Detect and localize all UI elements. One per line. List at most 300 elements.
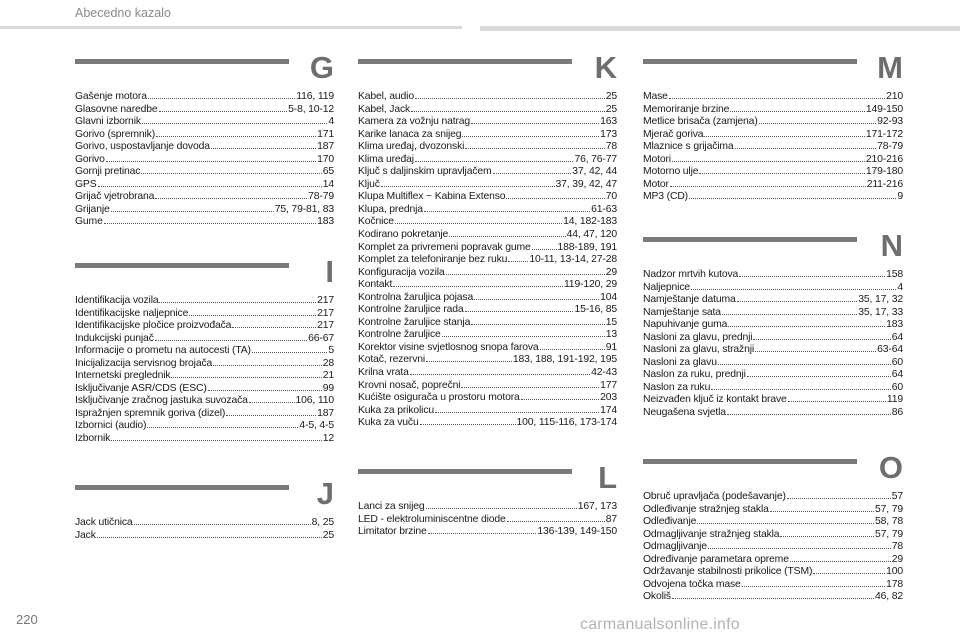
entry-label: Određivanje parametara opreme (643, 553, 789, 565)
entry-label: Nasloni za glavu (643, 356, 717, 368)
entry-label: Kočnice (358, 216, 394, 228)
index-entry (75, 407, 334, 420)
index-section-o (643, 450, 903, 603)
entry-pages: 211-216 (866, 178, 903, 190)
index-entry (358, 391, 617, 404)
entry-pages: 46, 82 (875, 591, 903, 603)
index-entry (643, 153, 903, 166)
entry-pages: 91 (605, 341, 617, 353)
entry-label: Gornji pretinac (75, 166, 141, 178)
entry-pages: 210-216 (865, 153, 903, 165)
section-header (75, 50, 334, 88)
entry-pages: 25 (605, 103, 617, 115)
section-header (643, 50, 903, 88)
section-letter: M (877, 50, 903, 85)
section-header (75, 476, 334, 514)
dot-leader (699, 165, 865, 174)
entry-pages: 44, 47, 120 (566, 229, 617, 241)
entry-label: Glavni izbornik (75, 116, 141, 128)
entry-pages: 60 (891, 356, 903, 368)
index-entry (358, 190, 617, 203)
index-entry (358, 291, 617, 304)
index-entry (358, 379, 617, 392)
index-entry (643, 293, 903, 306)
entry-label: Internetski preglednik (75, 370, 171, 382)
entry-label: Kontrolne žaruljice (358, 329, 441, 341)
entry-pages: 12 (322, 433, 334, 445)
entry-pages: 177 (600, 379, 617, 391)
index-section-n (643, 228, 903, 419)
section-letter: L (598, 460, 617, 495)
dot-leader (753, 331, 890, 340)
index-entry (643, 115, 903, 128)
index-entry (643, 268, 903, 281)
entry-pages: 87 (605, 513, 617, 525)
entry-label: Naljepnice (643, 281, 691, 293)
entry-pages: 76, 76-77 (574, 153, 617, 165)
dot-leader (474, 291, 599, 300)
entry-pages: 136-139, 149-150 (537, 526, 617, 538)
index-entry (643, 528, 903, 541)
dot-leader (426, 500, 577, 509)
entry-pages: 61-63 (591, 203, 617, 215)
index-entry (358, 500, 617, 513)
dot-leader (727, 406, 891, 415)
entry-pages: 58, 78 (875, 516, 903, 528)
entry-label: Indukcijski punjač (75, 332, 154, 344)
entry-label: Kontrolna žaruljica pojasa (358, 291, 474, 303)
entry-list (75, 90, 334, 228)
dot-leader (395, 215, 562, 224)
entry-label: Komplet za privremeni popravak gume (358, 241, 531, 253)
entry-label: Odmagljivanje (643, 541, 707, 553)
entry-label: Kodirano pokretanje (358, 229, 449, 241)
dot-leader (155, 332, 307, 341)
dot-leader (156, 128, 316, 137)
page-number: 220 (16, 612, 38, 627)
dot-leader (532, 241, 557, 250)
entry-pages: 92-93 (877, 116, 903, 128)
index-entry (643, 318, 903, 331)
entry-label: Kotač, rezervni (358, 354, 426, 366)
entry-label: Nasloni za glavu, stražnji (643, 344, 755, 356)
entry-pages: 10-11, 13-14, 27-28 (529, 254, 617, 266)
index-entry (358, 253, 617, 266)
entry-pages: 104 (600, 291, 617, 303)
entry-pages: 179-180 (865, 166, 903, 178)
index-entry (75, 190, 334, 203)
entry-label: Kamera za vožnju natrag (358, 116, 471, 128)
dot-leader (106, 153, 316, 162)
entry-label: Mase (643, 91, 668, 102)
index-entry (643, 368, 903, 381)
section-header-bar (75, 263, 289, 268)
index-entry (358, 328, 617, 341)
index-entry (643, 343, 903, 356)
entry-pages: 217 (317, 295, 334, 306)
entry-label: Gorivo (75, 153, 105, 165)
entry-pages: 60 (891, 381, 903, 393)
dot-leader (493, 165, 572, 174)
entry-label: Namještanje sata (643, 306, 721, 318)
dot-leader (728, 318, 885, 327)
entry-list (643, 268, 903, 419)
dot-leader (747, 368, 891, 377)
entry-label: Klima uređaj (358, 153, 414, 165)
entry-pages: 217 (317, 320, 334, 332)
entry-label: Okoliš (643, 591, 671, 603)
entry-label: Napuhivanje guma (643, 319, 728, 331)
dot-leader (415, 90, 605, 99)
index-entry (358, 103, 617, 116)
entry-label: Krovni nosač, poprečni (358, 379, 461, 391)
entry-label: Kabel, audio (358, 91, 414, 102)
dot-leader (424, 203, 590, 212)
entry-label: Izbornik (75, 433, 111, 445)
entry-label: Neugašena svjetla (643, 407, 726, 419)
page-header-title: Abecedno kazalo (75, 6, 171, 20)
index-entry (358, 90, 617, 103)
entry-pages: 4 (328, 116, 334, 128)
entry-list (75, 294, 334, 445)
entry-pages: 78-79 (308, 191, 334, 203)
entry-label: Grijač vjetrobrana (75, 191, 155, 203)
index-entry (358, 215, 617, 228)
index-entry (75, 115, 334, 128)
index-entry (75, 203, 334, 216)
index-section-j (75, 476, 334, 541)
entry-label: Jack (75, 529, 96, 541)
index-entry (358, 353, 617, 366)
index-entry (358, 316, 617, 329)
dot-leader (213, 357, 322, 366)
entry-label: Odmagljivanje stražnjeg stakla (643, 528, 780, 540)
entry-pages: 9 (897, 191, 903, 203)
entry-label: Klupa Multiflex ~ Kabina Extenso (358, 191, 506, 203)
index-entry (643, 103, 903, 116)
dot-leader (211, 140, 316, 149)
index-entry (358, 278, 617, 291)
dot-leader (449, 228, 565, 237)
index-entry (643, 140, 903, 153)
section-header (643, 450, 903, 488)
entry-pages: 174 (600, 404, 617, 416)
entry-label: Isključivanje ASR/CDS (ESC) (75, 382, 207, 394)
entry-label: Identifikacijske pločice proizvođača (75, 320, 232, 332)
index-entry (358, 366, 617, 379)
dot-leader (689, 190, 896, 199)
entry-label: Isključivanje zračnog jastuka suvozača (75, 395, 248, 407)
index-entry (358, 303, 617, 316)
index-entry (75, 394, 334, 407)
dot-leader (540, 341, 605, 350)
entry-pages: 21 (322, 370, 334, 382)
entry-pages: 210 (886, 91, 903, 102)
dot-leader (411, 103, 605, 112)
dot-leader (739, 268, 885, 277)
entry-label: Nadzor mrtvih kutova (643, 269, 739, 280)
dot-leader (759, 115, 877, 124)
entry-label: Limitator brzine (358, 526, 427, 538)
entry-label: Jack utičnica (75, 517, 133, 528)
dot-leader (232, 319, 316, 328)
section-letter: G (309, 50, 334, 85)
entry-label: Neizvađen ključ iz kontakt brave (643, 394, 787, 406)
section-header (643, 228, 903, 266)
section-header-bar (358, 59, 572, 64)
dot-leader (704, 128, 864, 137)
index-entry (643, 178, 903, 191)
index-entry (358, 153, 617, 166)
entry-pages: 119-120, 29 (563, 279, 617, 291)
dot-leader (755, 343, 876, 352)
entry-label: Konfiguracija vozila (358, 266, 445, 278)
entry-label: Klima uređaj, dvozonski (358, 141, 465, 153)
entry-pages: 116, 119 (296, 91, 334, 102)
dot-leader (98, 178, 322, 187)
dot-leader (672, 590, 874, 599)
index-entry (75, 140, 334, 153)
dot-leader (141, 165, 321, 174)
entry-label: Gašenje motora (75, 91, 147, 102)
dot-leader (104, 215, 316, 224)
entry-label: Naslon za ruku (643, 381, 711, 393)
dot-leader (142, 115, 327, 124)
entry-label: Motor (643, 178, 669, 190)
dot-leader (691, 281, 896, 290)
index-section-l (358, 460, 617, 538)
entry-label: Nasloni za glavu, prednji (643, 331, 753, 343)
entry-label: Ključ (358, 178, 380, 190)
entry-pages: 119 (886, 394, 903, 406)
entry-label: Odleđivanje stražnjeg stakla (643, 503, 769, 515)
entry-pages: 14 (322, 178, 334, 190)
entry-label: Korektor visine svjetlosnog snopa farova (358, 341, 539, 353)
entry-label: Izbornici (audio) (75, 420, 147, 432)
entry-pages: 29 (891, 553, 903, 565)
dot-leader (410, 366, 590, 375)
entry-list (643, 90, 903, 203)
dot-leader (147, 419, 298, 428)
entry-label: Inicijalizacija servisnog brojača (75, 357, 213, 369)
dot-leader (428, 525, 537, 534)
index-entry (643, 406, 903, 419)
section-letter: J (316, 476, 334, 511)
entry-pages: 183 (317, 216, 334, 228)
index-entry (75, 419, 334, 432)
dot-leader (171, 369, 321, 378)
index-entry (358, 404, 617, 417)
dot-leader (252, 344, 327, 353)
entry-pages: 37, 42, 44 (572, 166, 617, 178)
entry-pages: 163 (600, 116, 617, 128)
index-entry (75, 332, 334, 345)
entry-pages: 63-64 (877, 344, 903, 356)
section-header (75, 254, 334, 292)
index-entry (75, 529, 334, 542)
header-rule-left (0, 26, 462, 29)
dot-leader (770, 503, 874, 512)
entry-pages: 35, 17, 33 (858, 306, 903, 318)
entry-label: Komplet za telefoniranje bez ruku (358, 254, 508, 266)
entry-pages: 78 (605, 141, 617, 153)
index-entry (358, 513, 617, 526)
entry-pages: 4 (897, 281, 903, 293)
entry-list (75, 516, 334, 541)
entry-label: Mlaznice s grijačima (643, 141, 734, 153)
dot-leader (465, 140, 604, 149)
dot-leader (670, 178, 866, 187)
section-letter: K (594, 50, 617, 85)
entry-pages: 78-79 (877, 141, 903, 153)
footer-watermark: carmanualsonline.info (580, 616, 740, 633)
dot-leader (788, 393, 886, 402)
dot-leader (718, 356, 891, 365)
index-entry (75, 165, 334, 178)
entry-label: Gorivo (spremnik) (75, 128, 156, 140)
entry-label: Namještanje datuma (643, 294, 736, 306)
section-header-bar (643, 459, 857, 464)
dot-leader (737, 293, 858, 302)
index-entry (358, 203, 617, 216)
index-section-g (75, 50, 334, 228)
entry-label: Gume (75, 216, 103, 228)
dot-leader (435, 404, 599, 413)
entry-list (358, 90, 617, 429)
entry-pages: 70 (605, 191, 617, 203)
dot-leader (420, 416, 516, 425)
entry-pages: 167, 173 (577, 501, 617, 512)
entry-pages: 35, 17, 32 (858, 294, 903, 306)
index-entry (75, 319, 334, 332)
dot-leader (97, 529, 322, 538)
entry-label: Obruč upravljača (podešavanje) (643, 491, 786, 502)
entry-pages: 13 (605, 329, 617, 341)
index-entry (643, 381, 903, 394)
entry-pages: 25 (605, 91, 617, 102)
dot-leader (507, 513, 605, 522)
entry-pages: 149-150 (865, 103, 903, 115)
dot-leader (249, 394, 295, 403)
dot-leader (461, 379, 599, 388)
entry-label: Kabel, Jack (358, 103, 411, 115)
dot-leader (711, 381, 891, 390)
section-header-bar (75, 485, 289, 490)
entry-pages: 14, 182-183 (563, 216, 617, 228)
index-entry (75, 516, 334, 529)
entry-pages: 28 (322, 357, 334, 369)
index-entry (75, 382, 334, 395)
dot-leader (393, 278, 563, 287)
entry-pages: 4-5, 4-5 (299, 420, 334, 432)
entry-pages: 42-43 (591, 367, 617, 379)
entry-pages: 86 (891, 407, 903, 419)
entry-pages: 64 (891, 331, 903, 343)
index-entry (643, 503, 903, 516)
entry-label: Mjerač goriva (643, 128, 704, 140)
index-entry (358, 266, 617, 279)
index-section-i (75, 254, 334, 445)
entry-pages: 65 (322, 166, 334, 178)
index-entry (643, 565, 903, 578)
entry-label: Kuka za prikolicu (358, 404, 434, 416)
dot-leader (790, 553, 891, 562)
dot-leader (442, 328, 605, 337)
entry-label: Kontrolne žaruljice stanja (358, 316, 471, 328)
dot-leader (465, 303, 574, 312)
index-entry (643, 515, 903, 528)
entry-label: Motorno ulje (643, 166, 699, 178)
entry-label: Metlice brisača (zamjena) (643, 116, 758, 128)
entry-pages: 57, 79 (875, 503, 903, 515)
dot-leader (111, 432, 322, 441)
entry-label: Karike lanaca za snijeg (358, 128, 462, 140)
entry-list (643, 490, 903, 603)
entry-label: Grijanje (75, 203, 110, 215)
dot-leader (471, 316, 605, 325)
dot-leader (159, 294, 316, 303)
dot-leader (506, 190, 604, 199)
index-entry (75, 344, 334, 357)
index-entry (358, 128, 617, 141)
entry-label: GPS (75, 178, 97, 190)
dot-leader (208, 382, 322, 391)
index-entry (75, 128, 334, 141)
dot-leader (669, 90, 885, 99)
entry-label: Klupa, prednja (358, 203, 423, 215)
section-letter: O (878, 450, 903, 485)
entry-pages: 57, 79 (875, 528, 903, 540)
entry-pages: 171-172 (865, 128, 903, 140)
index-entry (358, 140, 617, 153)
dot-leader (787, 490, 891, 499)
index-entry (643, 490, 903, 503)
entry-label: Krilna vrata (358, 367, 409, 379)
entry-pages: 25 (322, 529, 334, 541)
index-entry (358, 241, 617, 254)
entry-label: LED - elektroluminiscentne diode (358, 513, 506, 525)
entry-pages: 171 (317, 128, 334, 140)
entry-pages: 217 (317, 307, 334, 319)
index-entry (358, 416, 617, 429)
index-entry (643, 553, 903, 566)
dot-leader (159, 103, 288, 112)
dot-leader (722, 306, 857, 315)
index-entry (75, 357, 334, 370)
index-entry (75, 178, 334, 191)
section-header-bar (358, 469, 572, 474)
header-rule-right (480, 26, 960, 31)
entry-pages: 170 (317, 153, 334, 165)
entry-label: Glasovne naredbe (75, 103, 158, 115)
dot-leader (521, 391, 599, 400)
index-entry (358, 115, 617, 128)
entry-pages: 187 (317, 407, 334, 419)
dot-leader (446, 266, 605, 275)
entry-pages: 78 (891, 541, 903, 553)
dot-leader (742, 578, 885, 587)
entry-pages: 178 (886, 578, 903, 590)
entry-pages: 57 (891, 491, 903, 502)
dot-leader (813, 565, 885, 574)
entry-list (358, 500, 617, 538)
index-entry (358, 228, 617, 241)
index-entry (643, 393, 903, 406)
entry-label: Ključ s daljinskim upravljačem (358, 166, 492, 178)
dot-leader (226, 407, 316, 416)
dot-leader (134, 516, 311, 525)
entry-pages: 100 (886, 566, 903, 578)
